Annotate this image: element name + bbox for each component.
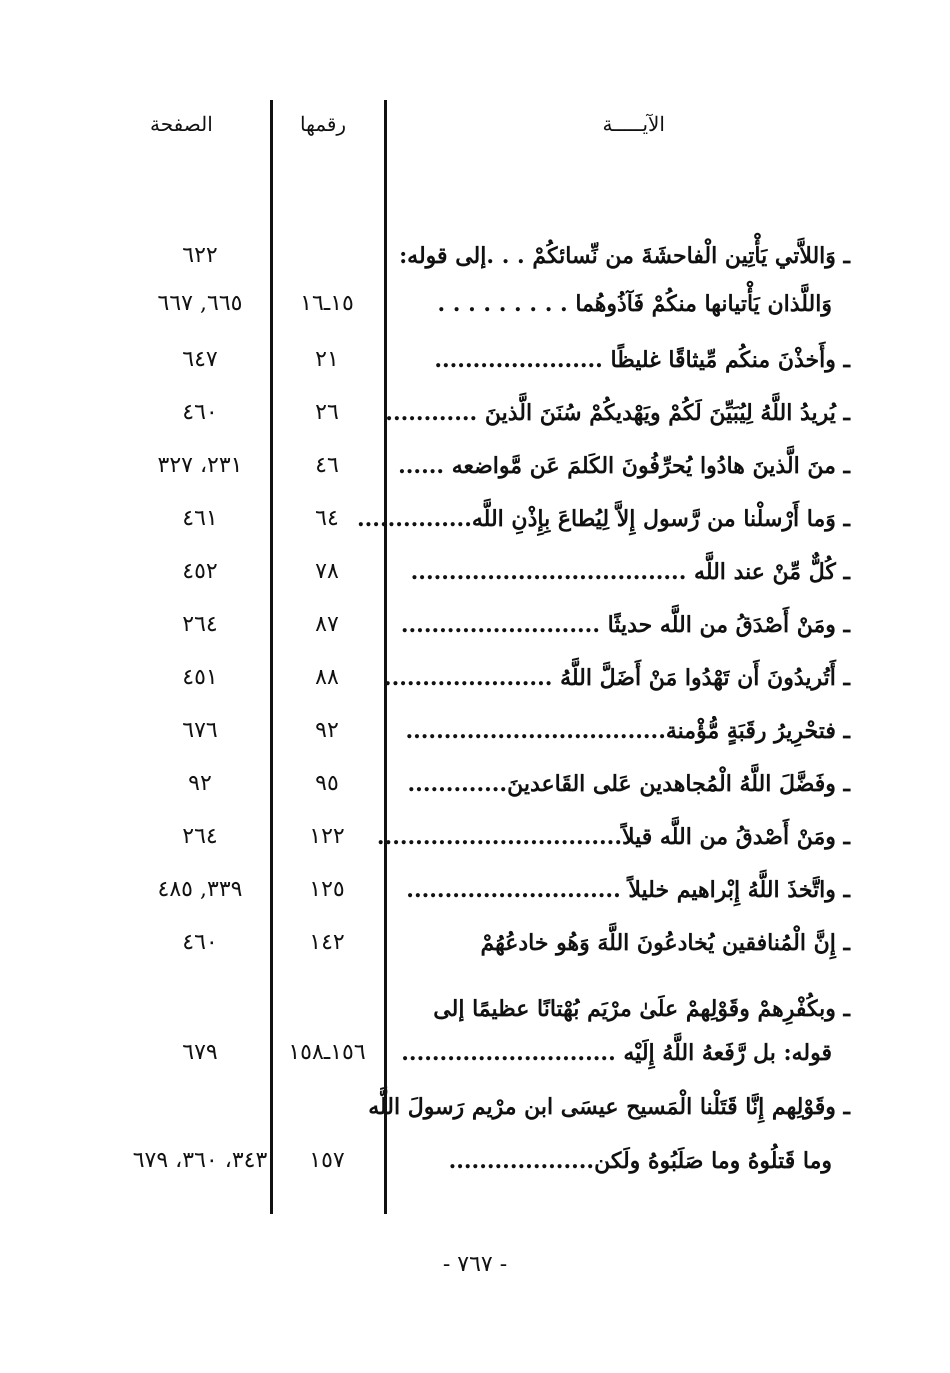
page-cell: ٢٣١، ٣٢٧ [157,453,243,478]
header-verse: الآيـــــة [602,112,665,136]
verse-line-1: ـ يُريدُ اللَّهُ لِيُبَيِّنَ لَكُمْ ويَهْديكُمْ سُنَنَ الَّذينَ ............ [385,400,850,426]
number-cell: ١٢٢ [309,824,345,849]
verse-line-1: ـ وأَخذْنَ منكُم مِّيثاقًا غليظًا ...................... [434,347,850,373]
verse-line-1: ـ كُلٌّ مِّنْ عند اللَّه .................................... [410,559,850,585]
number-cell: ٦٤ [315,506,339,531]
number-cell: ٨٨ [315,665,339,690]
verse-line-1: ـ إِنَّ الْمُنافقين يُخادعُونَ اللَّهَ وَهُو خادعُهُمْ [480,930,850,956]
table-row [0,612,950,664]
verse-line-1: ـ فتحْرِيرُ رقَبَةٍ مُّؤْمنة.................................. [405,718,850,744]
table-row [0,506,950,558]
verse-line-1: ـ وَاللاَّتي يَأْتِين الْفاحشَةَ من نِّسائكُمْ . . .إلى قوله: [399,243,850,269]
page-cell: ٢٦٤ [182,824,218,849]
header-number: رقمها [300,112,347,136]
page-cell: ٤٦٠ [182,930,218,955]
table-row [0,347,950,399]
verse-line-2: وما قَتلُوهُ وما صَلَبُوهُ ولَكن................... [448,1148,832,1174]
page-cell: ٩٢ [188,771,212,796]
table-row [0,291,950,343]
table-row [0,400,950,452]
verse-line-2: قوله: بل رَّفَعهُ اللَّهُ إِلَيْه ............................ [401,1040,832,1066]
table-row [0,771,950,823]
verse-line-2: وَاللَّذان يَأْتيانها منكُمْ فَآذُوهُما . . . . . . . . . [437,291,832,317]
verse-line-1: ـ وبكُفْرِهمْ وقَوْلِهمْ علَىٰ مرْيَم بُهْتانًا عظيمًا إلى [433,996,850,1022]
number-cell: ٨٧ [315,612,339,637]
page-cell: ٦٤٧ [182,347,218,372]
verse-line-1: ـ ومَنْ أَصْدَقُ من اللَّه حديثًا .......................... [400,612,850,638]
page-cell: ٦٧٦ [182,718,218,743]
table-row [0,930,950,982]
number-cell: ١٤٢ [309,930,345,955]
page-number-footer: - ٧٦٧ - [442,1252,508,1277]
table-row [0,1148,950,1200]
number-cell: ٢١ [315,347,339,372]
page-cell: ٢٦٤ [182,612,218,637]
verse-line-1: ـ وفَضَّلَ اللَّهُ الْمُجاهدين عَلى القَاعدينَ............. [407,771,850,797]
table-row [0,665,950,717]
number-cell: ٧٨ [315,559,339,584]
verse-line-1: ـ وقَوْلِهم إِنَّا قَتَلْنا الْمَسيح عيسَى ابن مرْيم رَسولَ اللَّه [368,1094,850,1120]
table-row [0,1094,950,1146]
page-cell: ٦٢٢ [182,243,218,268]
number-cell: ١٥٦ـ١٥٨ [288,1040,366,1065]
verse-line-1: ـ أَتُريدُونَ أَن تَهْدُوا مَنْ أَضَلَّ اللَّهُ ...................... [383,665,850,691]
number-cell: ٢٦ [315,400,339,425]
page-cell: ٤٥١ [182,665,218,690]
page-cell: ٣٤٣، ٣٦٠، ٦٧٩ [132,1148,268,1173]
verse-line-1: ـ واتَّخذَ اللَّهُ إِبْراهيم خليلاً ............................ [406,877,850,903]
page-cell: ٦٧٩ [182,1040,218,1065]
table-row [0,718,950,770]
verse-line-1: ـ وَما أَرْسلْنا من رَّسول إِلاَّ لِيُطاعَ بِإِذْنِ اللَّه............... [356,506,850,532]
number-cell: ١٥ـ١٦ [300,291,354,316]
page-cell: ٦٦٥, ٦٦٧ [157,291,243,316]
table-row [0,243,950,295]
page-cell: ٣٣٩, ٤٨٥ [157,877,243,902]
table-row [0,824,950,876]
number-cell: ٤٦ [315,453,339,478]
verse-line-1: ـ ومَنْ أَصْدقُ من اللَّه قيلاً................................ [376,824,850,850]
table-row [0,453,950,505]
table-row [0,1040,950,1092]
number-cell: ١٢٥ [309,877,345,902]
header-page: الصفحة [150,112,213,136]
page-cell: ٤٦١ [182,506,218,531]
page-cell: ٤٥٢ [182,559,218,584]
page-cell: ٤٦٠ [182,400,218,425]
number-cell: ١٥٧ [309,1148,345,1173]
table-row [0,877,950,929]
number-cell: ٩٢ [315,718,339,743]
number-cell: ٩٥ [315,771,339,796]
verse-line-1: ـ منَ الَّذينَ هادُوا يُحرِّفُونَ الكَلمَ عَن مَّواضعه ...... [398,453,850,479]
table-row [0,559,950,611]
